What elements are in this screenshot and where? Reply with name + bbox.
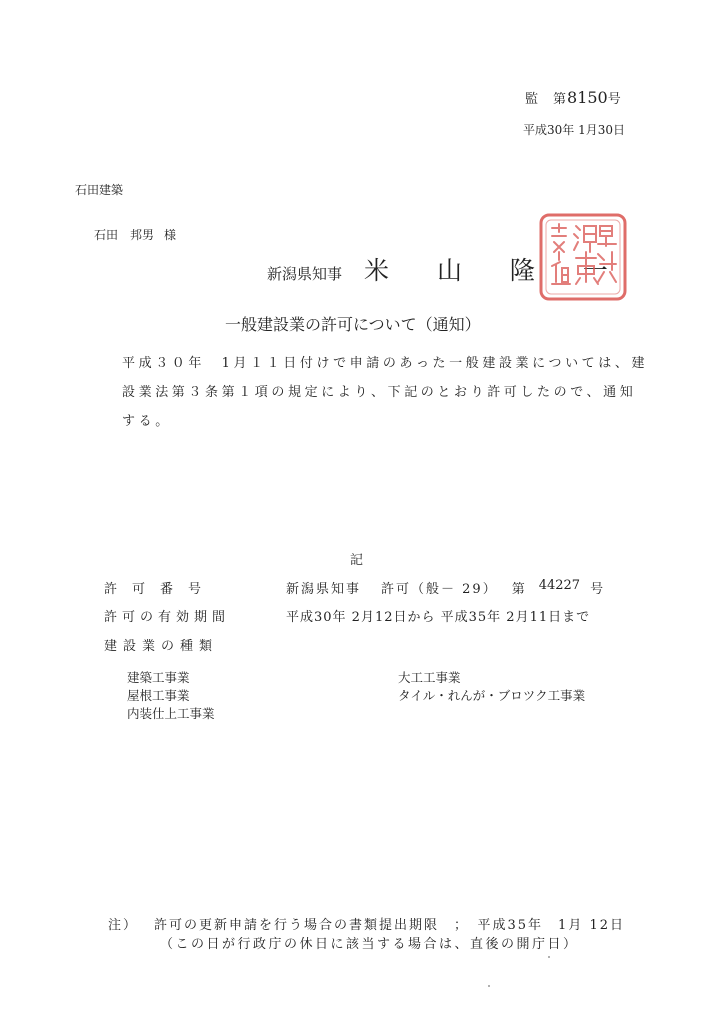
- ki-heading: 記: [350, 553, 364, 568]
- permit-number-prefix: 第: [511, 582, 525, 597]
- business-item: 大工工事業: [398, 670, 461, 685]
- permit-issuer: 新潟県知事: [286, 582, 362, 597]
- note-label: 注）: [108, 918, 139, 933]
- business-item: 内装仕上工事業: [127, 706, 215, 721]
- recipient-company: 石田建築: [75, 183, 124, 197]
- recipient-honorific: 様: [164, 228, 177, 242]
- permit-number-label: 許可番号: [104, 582, 217, 597]
- sender-title: 新潟県知事: [267, 265, 343, 283]
- business-type-label: 建設業の種類: [104, 639, 219, 654]
- scan-speck: [548, 956, 550, 958]
- business-item: 建築工事業: [127, 670, 190, 685]
- permit-type: 許可（般－ 29）: [381, 582, 498, 597]
- renewal-note: [108, 914, 625, 933]
- permit-number: 44227: [538, 578, 581, 593]
- sender-name: 米 山 隆 一: [364, 256, 628, 285]
- note-line-2: （この日が行政庁の休日に該当する場合は、直後の開庁日）: [160, 937, 579, 952]
- recipient-name: 石田 邦男: [94, 228, 155, 242]
- recipient-name-line: [94, 226, 186, 243]
- document-date: 平成30年 1月30日: [523, 123, 625, 137]
- document-number-prefix: 監 第: [525, 92, 568, 107]
- permit-number-value: [286, 578, 603, 597]
- scan-speck: [488, 985, 490, 987]
- seal-icon: [538, 212, 628, 302]
- official-seal-stamp: [538, 212, 628, 302]
- body-paragraph-text: 平成３０年 1月１１日付けで申請のあった一般建設業については、建設業法第３条第１項の規定により、下記のとおり許可したので、通知する。: [122, 356, 649, 429]
- note-line-1: 許可の更新申請を行う場合の書類提出期限 ； 平成35年 1月 12日: [154, 918, 626, 933]
- document-number: [525, 88, 622, 107]
- business-item: タイル・れんが・ブロツク工事業: [398, 688, 586, 703]
- body-paragraph: [92, 349, 652, 436]
- document-title: 一般建設業の許可について（通知）: [225, 315, 481, 334]
- document-number-suffix: 号: [607, 92, 622, 107]
- validity-period-value: 平成30年 2月12日から 平成35年 2月11日まで: [286, 610, 591, 625]
- document-number-value: 8150: [567, 88, 608, 107]
- business-item: 屋根工事業: [127, 688, 190, 703]
- permit-number-suffix: 号: [590, 582, 604, 597]
- validity-period-label: 許可の有効期間: [104, 610, 231, 625]
